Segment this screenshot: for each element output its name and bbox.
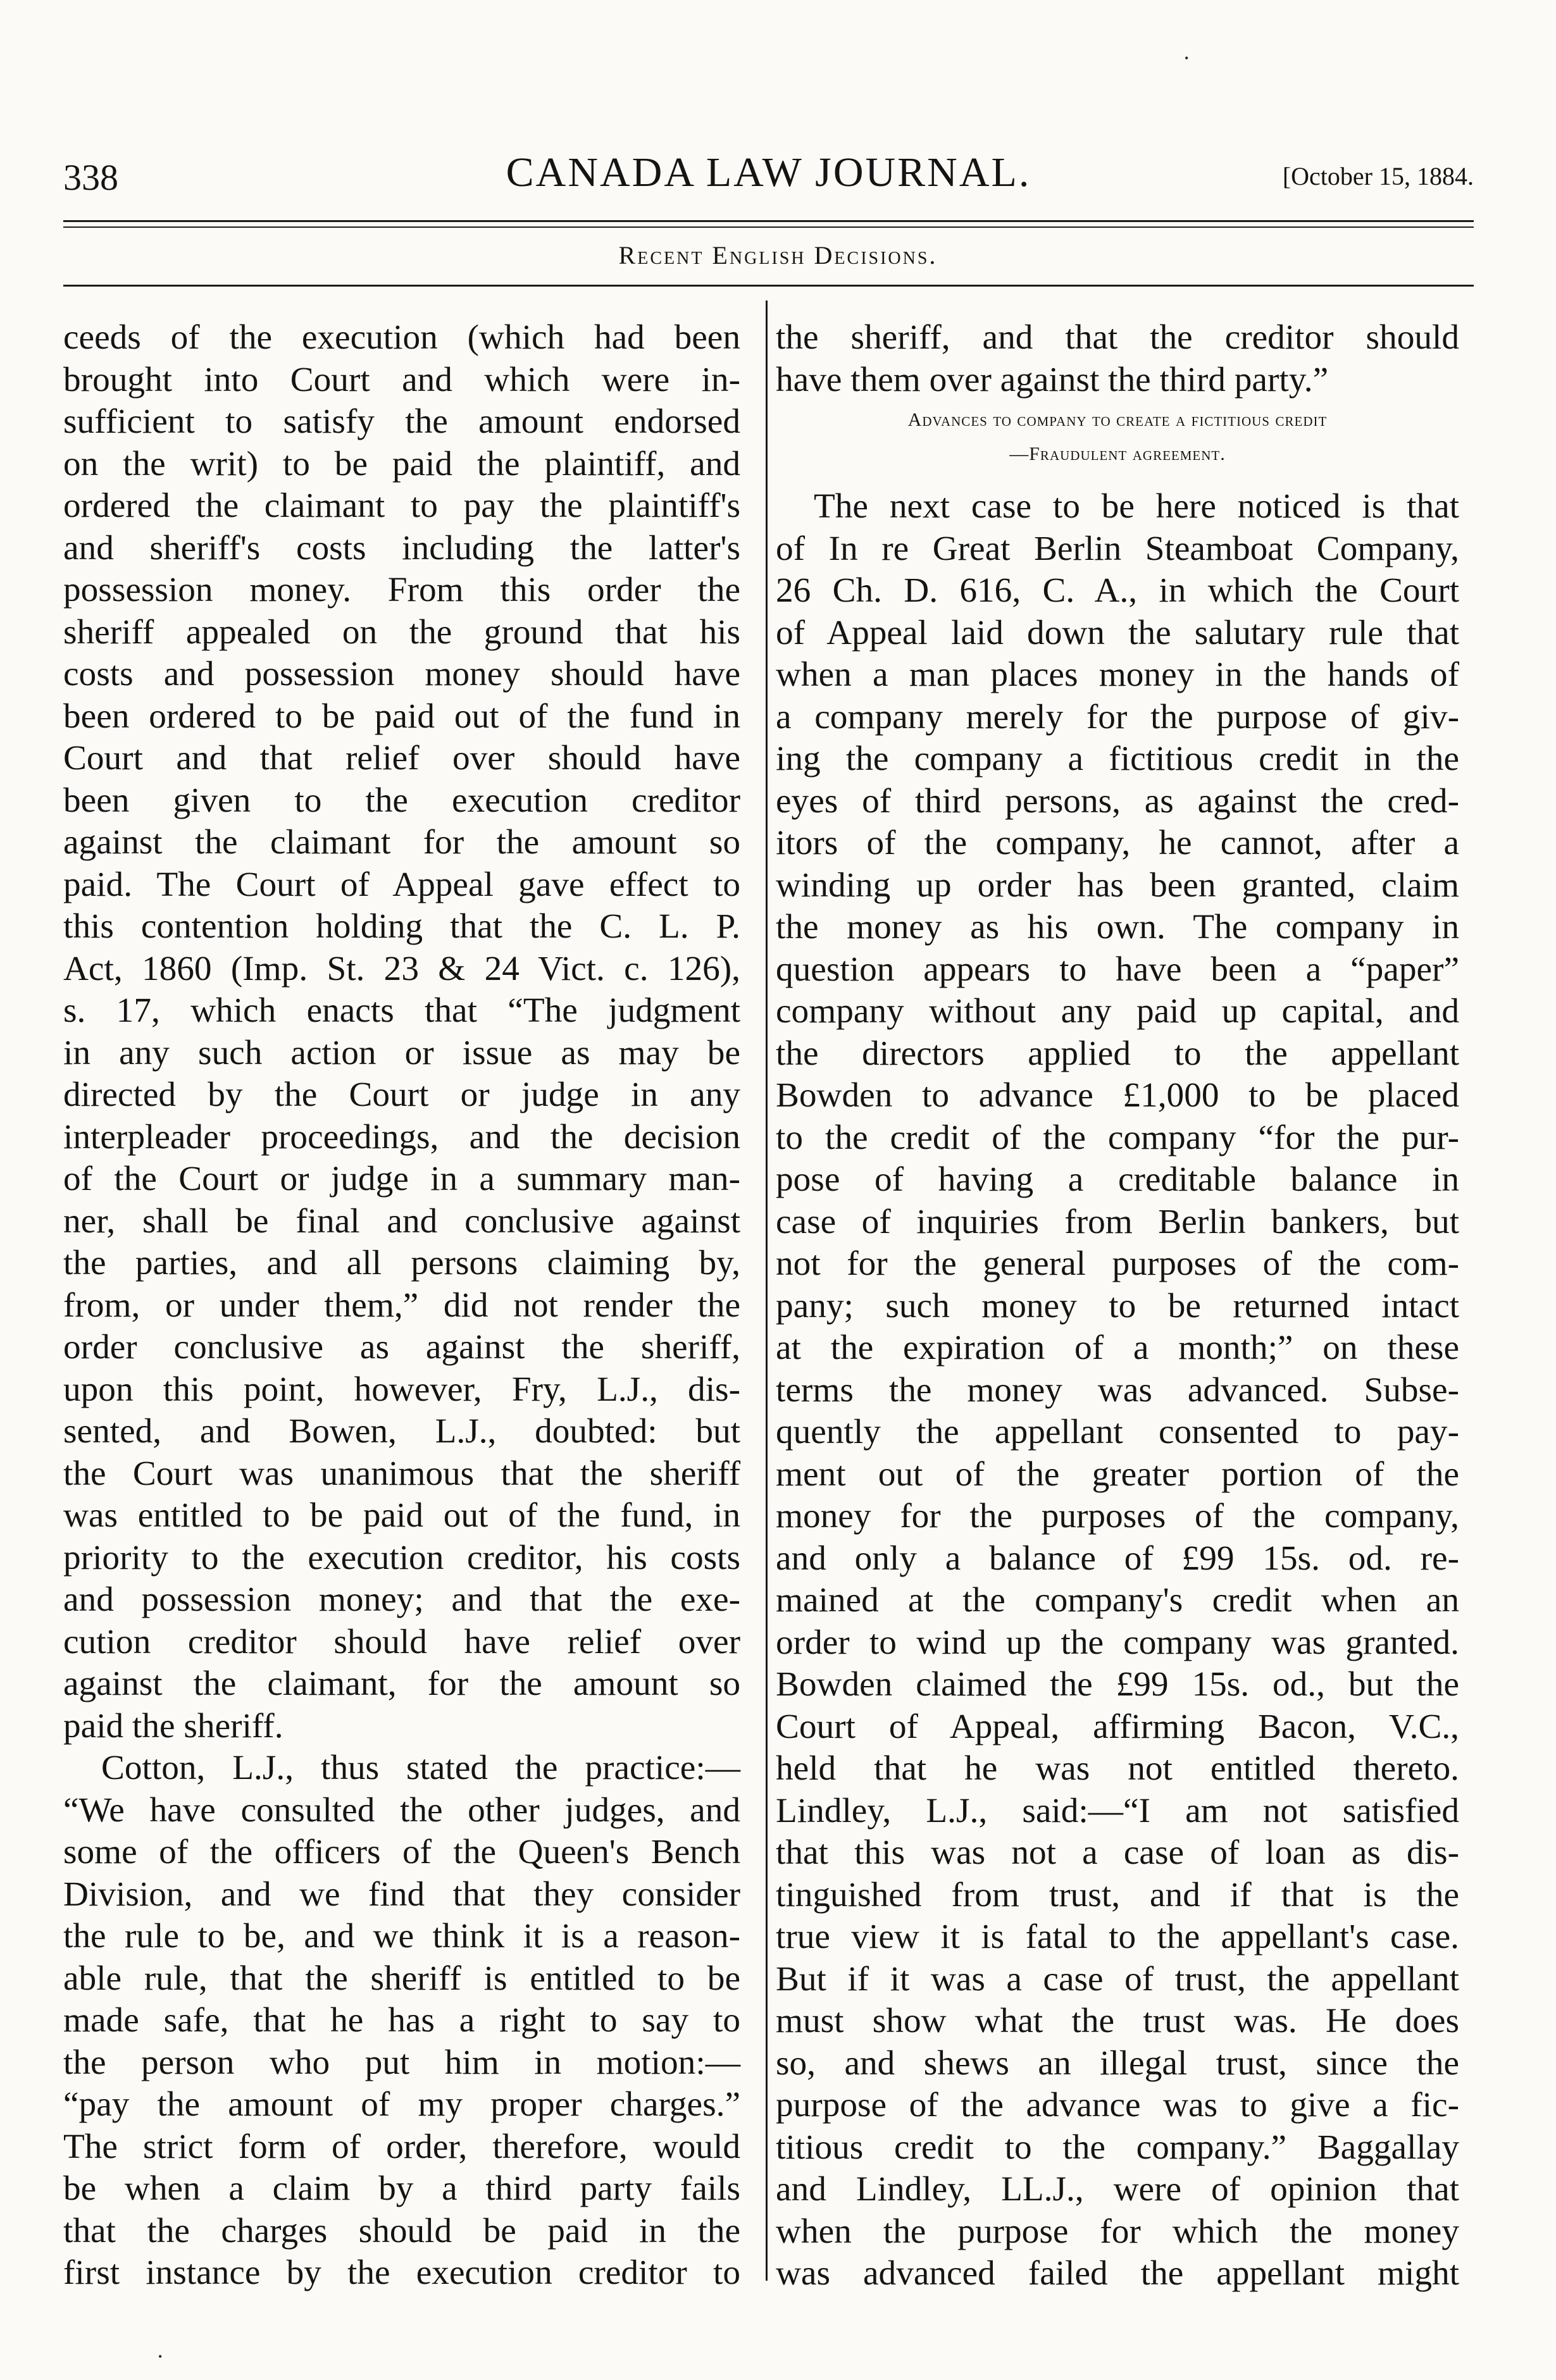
text-line: Bowden claimed the £99 15s. od., but the (776, 1664, 1459, 1703)
text-line: itors of the company, he cannot, after a (776, 823, 1459, 862)
header-rule-thin (63, 226, 1474, 228)
text-line: been given to the execution creditor (63, 780, 740, 819)
text-line: Court of Appeal, affirming Bacon, V.C., (776, 1706, 1459, 1745)
ink-speck: • (1185, 52, 1189, 65)
text-line: from, or under them,” did not render the (63, 1285, 740, 1324)
page-number: 338 (63, 157, 118, 198)
text-line: pany; such money to be returned intact (776, 1286, 1459, 1325)
ink-speck: • (158, 2350, 163, 2363)
text-line: in any such action or issue as may be (63, 1032, 740, 1072)
text-line: pose of having a creditable balance in (776, 1160, 1459, 1198)
text-line: have them over against the third party.” (776, 359, 1329, 399)
page-header (63, 142, 1474, 202)
text-line: paid. The Court of Appeal gave effect to (63, 864, 740, 903)
text-line: when the purpose for which the money (776, 2211, 1459, 2250)
section-title: Recent English Decisions. (618, 241, 938, 270)
text-line: cution creditor should have relief over (63, 1621, 740, 1661)
text-line: that this was not a case of loan as dis- (776, 1833, 1459, 1871)
text-line: ing the company a fictitious credit in the (776, 739, 1459, 778)
text-line: able rule, that the sheriff is entitled to be (63, 1958, 740, 1997)
text-line: must show what the trust was. He does (776, 2001, 1459, 2040)
text-line: Lindley, L.J., said:—“I am not satisfied (776, 1790, 1459, 1830)
text-line: so, and shews an illegal trust, since the (776, 2043, 1459, 2082)
text-line: be when a claim by a third party fails (63, 2169, 740, 2207)
text-line: question appears to have been a “paper” (776, 949, 1459, 988)
text-line: been ordered to be paid out of the fund in (63, 696, 740, 735)
text-line: company without any paid up capital, and (776, 991, 1459, 1030)
right-column (776, 316, 1459, 2295)
text-line: this contention holding that the C. L. P. (63, 907, 740, 945)
text-line: the directors applied to the appellant (776, 1033, 1459, 1072)
text-line: the person who put him in motion:— (63, 2042, 740, 2081)
text-line: s. 17, which enacts that “The judgment (63, 991, 740, 1029)
text-line: winding up order has been granted, claim (776, 865, 1459, 904)
column-divider (766, 301, 768, 2281)
text-line: and sheriff's costs including the latter's (63, 528, 740, 567)
text-line: against the claimant for the amount so (63, 822, 740, 861)
left-column (63, 316, 740, 2294)
text-line: that the charges should be paid in the (63, 2210, 740, 2250)
text-line: when a man places money in the hands of (776, 655, 1459, 693)
text-line: “We have consulted the other judges, and (63, 1790, 740, 1829)
case-heading-sub: —Fraudulent agreement. (1009, 443, 1226, 464)
text-line: was entitled to be paid out of the fund, in (63, 1496, 740, 1534)
text-line: sented, and Bowen, L.J., doubted: but (63, 1411, 740, 1450)
text-line: order to wind up the company was granted. (776, 1622, 1459, 1661)
text-line: The strict form of order, therefore, would (63, 2126, 740, 2166)
text-line: of the Court or judge in a summary man- (63, 1159, 740, 1198)
text-line: terms the money was advanced. Subse- (776, 1370, 1459, 1409)
text-line: the money as his own. The company in (776, 907, 1459, 946)
text-line: upon this point, however, Fry, L.J., dis- (63, 1369, 740, 1408)
text-line: held that he was not entitled thereto. (776, 1749, 1459, 1787)
text-line: purpose of the advance was to give a fic- (776, 2085, 1459, 2124)
text-line: to the credit of the company “for the pur- (776, 1117, 1459, 1156)
text-line: 26 Ch. D. 616, C. A., in which the Court (776, 571, 1459, 609)
text-line: made safe, that he has a right to say to (63, 2000, 740, 2039)
text-line: But if it was a case of trust, the appellant (776, 1959, 1459, 1998)
text-line: ment out of the greater portion of the (776, 1454, 1459, 1493)
text-line: and Lindley, LL.J., were of opinion that (776, 2169, 1459, 2208)
text-line: the rule to be, and we think it is a reason- (63, 1916, 740, 1955)
text-line: Cotton, L.J., thus stated the practice:— (101, 1748, 740, 1787)
text-line: of Appeal laid down the salutary rule that (776, 612, 1459, 652)
text-line: tinguished from trust, and if that is the (776, 1875, 1459, 1914)
text-line: and possession money; and that the exe- (63, 1580, 740, 1618)
text-line: of In re Great Berlin Steamboat Company, (776, 528, 1459, 567)
text-line: mained at the company's credit when an (776, 1580, 1459, 1619)
text-line: the sheriff, and that the creditor should (776, 318, 1459, 356)
text-line: interpleader proceedings, and the decision (63, 1117, 740, 1156)
issue-date: [October 15, 1884. (1282, 162, 1474, 190)
text-line: priority to the execution creditor, his costs (63, 1537, 740, 1577)
text-line: some of the officers of the Queen's Bench (63, 1832, 740, 1871)
text-line: The next case to be here noticed is that (814, 487, 1459, 525)
section-rule (63, 285, 1474, 287)
text-line: the Court was unanimous that the sheriff (63, 1453, 740, 1492)
text-line: Bowden to advance £1,000 to be placed (776, 1075, 1459, 1114)
text-line: titious credit to the company.” Baggallay (776, 2127, 1459, 2166)
text-line: order conclusive as against the sheriff, (63, 1327, 740, 1366)
text-line: Act, 1860 (Imp. St. 23 & 24 Vict. c. 126), (63, 948, 740, 988)
text-line: against the claimant, for the amount so (63, 1664, 740, 1702)
header-rule (63, 220, 1474, 222)
text-line: a company merely for the purpose of giv- (776, 697, 1459, 736)
text-line: not for the general purposes of the com- (776, 1244, 1459, 1282)
text-line: Division, and we find that they consider (63, 1874, 740, 1913)
text-line: Court and that relief over should have (63, 738, 740, 777)
text-line: quently the appellant consented to pay- (776, 1412, 1459, 1451)
text-line: was advanced failed the appellant might (776, 2253, 1459, 2292)
text-line: “pay the amount of my proper charges.” (63, 2085, 740, 2123)
text-line: ner, shall be final and conclusive against (63, 1201, 740, 1240)
text-line: possession money. From this order the (63, 570, 740, 609)
text-line: case of inquiries from Berlin bankers, but (776, 1201, 1459, 1241)
text-line: directed by the Court or judge in any (63, 1075, 740, 1113)
text-line: and only a balance of £99 15s. od. re- (776, 1538, 1459, 1577)
text-line: sufficient to satisfy the amount endorsed (63, 402, 740, 440)
text-line: costs and possession money should have (63, 654, 740, 693)
text-line: brought into Court and which were in- (63, 359, 740, 399)
journal-title: CANADA LAW JOURNAL. (506, 149, 1031, 195)
text-line: on the writ) to be paid the plaintiff, and (63, 443, 740, 483)
text-line: first instance by the execution creditor to (63, 2253, 740, 2291)
text-line: ordered the claimant to pay the plaintiff's (63, 486, 740, 524)
text-line: at the expiration of a month;” on these (776, 1328, 1459, 1367)
text-line: true view it is fatal to the appellant's case. (776, 1917, 1459, 1955)
text-line: money for the purposes of the company, (776, 1496, 1459, 1535)
text-line: eyes of third persons, as against the cred- (776, 781, 1459, 820)
text-line: sheriff appealed on the ground that his (63, 612, 740, 651)
text-line: the parties, and all persons claiming by, (63, 1243, 740, 1282)
text-line: ceeds of the execution (which had been (63, 318, 740, 356)
text-line: paid the sheriff. (63, 1706, 283, 1745)
case-heading: Advances to company to create a fictitious credit (907, 409, 1328, 430)
